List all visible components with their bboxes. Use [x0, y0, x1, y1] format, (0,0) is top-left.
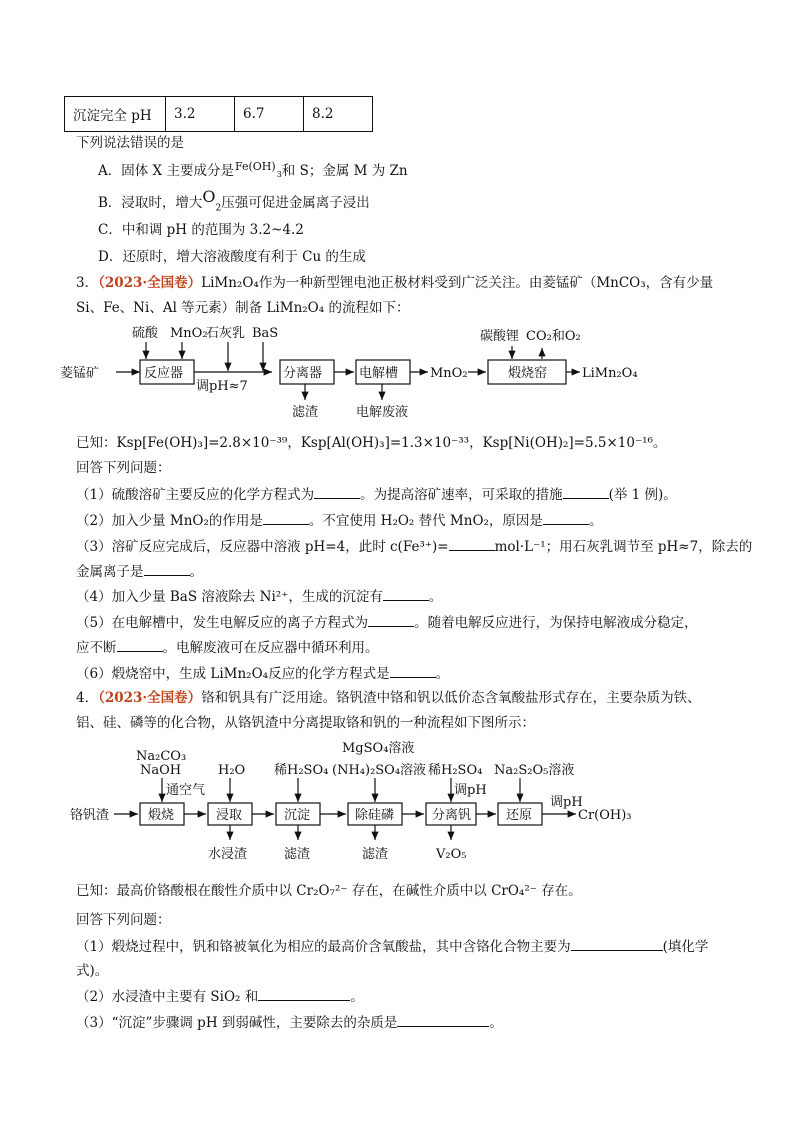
answer-blank[interactable]	[449, 537, 495, 551]
text: （3）“沉淀”步骤调 pH 到弱碱性，主要除去的杂质是	[76, 1015, 398, 1031]
formula: O	[202, 187, 216, 206]
answer-blank[interactable]	[263, 511, 309, 525]
text: 。电解废液可在反应器中循环利用。	[162, 640, 379, 656]
option-letter: C．	[98, 222, 122, 238]
q3-question-3	[76, 537, 752, 556]
q3-input-lithium: 碳酸锂	[480, 329, 520, 344]
option-text: 中和调 pH 的范围为 3.2~4.2	[121, 222, 304, 238]
question-source: （2023·全国卷）	[98, 690, 202, 706]
q3-mid-mno2: MnO₂	[430, 366, 468, 381]
answer-blank[interactable]	[368, 613, 414, 627]
text: 。不宜使用 H₂O₂ 替代 MnO₂，原因是	[308, 513, 543, 529]
text: 。	[489, 1015, 503, 1031]
q4-start: 铬钒渣	[70, 808, 110, 823]
q4-question-1-cont: 式)。	[76, 963, 109, 979]
q3-question-5	[76, 613, 698, 632]
answer-blank[interactable]	[571, 937, 663, 951]
q3-gas: CO₂和O₂	[526, 329, 581, 344]
text: 。随着电解反应进行，为保持电解液成分稳定，	[414, 615, 698, 631]
formula-sub: 3	[276, 169, 282, 179]
q4-answer-lead: 回答下列问题：	[76, 912, 171, 928]
q4-out-residue-1: 滤渣	[284, 847, 311, 862]
q4-out-residue-2: 滤渣	[362, 847, 389, 862]
table-row-label: 沉淀完全 pH	[65, 97, 166, 132]
option-letter: B．	[98, 195, 122, 211]
text: （2）水浸渣中主要有 SiO₂ 和	[76, 989, 259, 1005]
q3-electrolyzer-label: 电解槽	[359, 366, 399, 381]
text: （4）加入少量 BaS 溶液除去 Ni²⁺，生成的沉淀有	[76, 589, 383, 605]
q4-leach-label: 浸取	[216, 808, 243, 823]
q4-ph-6: 调pH	[550, 795, 583, 810]
q4-input-na2co3: Na₂CO₃	[136, 749, 187, 764]
q3-out-waste: 电解废液	[356, 405, 409, 420]
q3-question-6	[76, 664, 449, 683]
table-cell: 8.2	[304, 97, 373, 132]
question-text: 铬和钒具有广泛用途。铬钒渣中铬和钒以低价态含氧酸盐形式存在，主要杂质为铁、	[201, 690, 701, 706]
answer-blank[interactable]	[390, 664, 436, 678]
q3-question-5-cont	[76, 638, 379, 657]
q3-input-acid: 硫酸	[132, 326, 159, 341]
q4-remove-sip-label: 除硅磷	[355, 808, 395, 823]
q4-question-3	[76, 1013, 503, 1032]
text: （5）在电解槽中，发生电解反应的离子方程式为	[76, 615, 369, 631]
text: (举 1 例)。	[608, 487, 677, 503]
table-cell: 3.2	[166, 97, 235, 132]
option-letter: A．	[98, 163, 122, 179]
q3-question-2	[76, 511, 602, 530]
text: （1）硫酸溶矿主要反应的化学方程式为	[76, 487, 315, 503]
question-source: （2023·全国卷）	[98, 275, 202, 291]
q3-input-lime: 石灰乳	[206, 326, 246, 341]
q3-known: 已知：Ksp[Fe(OH)₃]=2.8×10⁻³⁹，Ksp[Al(OH)₃]=1.3×10⁻³³，Ksp[Ni(OH)₂]=5.5×10⁻¹⁶。	[76, 435, 667, 451]
q4-reduce-label: 还原	[506, 808, 533, 823]
question-number: 4．	[76, 690, 99, 706]
text: (填化学	[662, 939, 709, 955]
q4-input-naoh: NaOH	[140, 763, 182, 778]
q2-option-d	[98, 248, 366, 266]
q3-end: LiMn₂O₄	[582, 366, 638, 381]
q3-out-residue: 滤渣	[292, 405, 319, 420]
q4-question-1	[76, 937, 708, 956]
answer-blank[interactable]	[543, 511, 589, 525]
question-number: 3．	[76, 275, 99, 291]
q3-intro-2: Si、Fe、Ni、Al 等元素）制备 LiMn₂O₄ 的流程如下：	[76, 300, 410, 316]
q4-flow-diagram	[70, 736, 710, 868]
q2-option-c	[98, 221, 304, 239]
q3-flow-diagram	[60, 318, 740, 426]
q4-calcine-label: 煅烧	[148, 808, 175, 823]
q4-ph-5: 调pH	[454, 783, 487, 798]
ph-table	[64, 96, 373, 132]
text: 。	[428, 589, 443, 605]
q3-answer-lead: 回答下列问题：	[76, 460, 171, 476]
q3-question-4	[76, 587, 442, 606]
question-text: LiMn₂O₄作为一种新型锂电池正极材料受到广泛关注。由菱锰矿（MnCO₃，含有少量	[201, 275, 714, 291]
formula-sub: 2	[215, 203, 222, 214]
q3-input-bas: BaS	[252, 326, 279, 341]
text: 。	[435, 666, 450, 682]
q4-input-h2so4-2: 稀H₂SO₄	[428, 763, 483, 778]
text: 。	[189, 564, 203, 580]
q4-input-water: H₂O	[218, 763, 246, 778]
answer-blank[interactable]	[144, 562, 190, 576]
q4-end: Cr(OH)₃	[578, 808, 632, 823]
table-row	[65, 97, 373, 132]
q3-kiln-label: 煅烧窑	[508, 366, 548, 381]
q4-input-mgso4: MgSO₄溶液	[342, 741, 415, 756]
q2-option-b	[98, 187, 370, 218]
q4-air: 通空气	[166, 783, 206, 798]
option-text: 压强可促进金属离子浸出	[221, 195, 370, 211]
q4-question-2	[76, 987, 364, 1006]
q4-intro	[76, 689, 701, 707]
answer-blank[interactable]	[383, 587, 429, 601]
table-cell: 6.7	[235, 97, 304, 132]
q4-input-na2s2o5: Na₂S₂O₅溶液	[494, 763, 575, 778]
q4-out-water-residue: 水浸渣	[208, 847, 248, 862]
q3-question-3-cont	[76, 562, 203, 581]
text: （6）煅烧窑中，生成 LiMn₂O₄反应的化学方程式是	[76, 666, 390, 682]
answer-blank[interactable]	[258, 987, 350, 1001]
option-text: 还原时，增大溶液酸度有利于 Cu 的生成	[122, 249, 366, 265]
text: （1）煅烧过程中，钒和铬被氧化为相应的最高价含氧酸盐，其中含铬化合物主要为	[76, 939, 571, 955]
q4-input-nh4so4: (NH₄)₂SO₄溶液	[332, 763, 427, 778]
option-text: 固体 X 主要成分是	[121, 163, 234, 179]
q2-stem: 下列说法错误的是	[76, 135, 184, 151]
q3-ph: 调pH≈7	[196, 379, 248, 394]
text: （2）加入少量 MnO₂的作用是	[76, 513, 263, 529]
q3-input-mno2: MnO₂	[170, 326, 208, 341]
text: （3）溶矿反应完成后，反应器中溶液 pH=4，此时 c(Fe³⁺)=	[76, 539, 449, 555]
q4-precipitate-label: 沉淀	[284, 808, 311, 823]
q4-input-h2so4: 稀H₂SO₄	[274, 763, 329, 778]
q3-intro	[76, 274, 713, 292]
q3-reactor-label: 反应器	[144, 366, 184, 381]
text: 。为提高溶矿速率，可采取的措施	[360, 487, 563, 503]
q3-separator-label: 分离器	[283, 366, 323, 381]
q3-start: 菱锰矿	[60, 366, 100, 381]
answer-blank[interactable]	[397, 1013, 489, 1027]
text: 应不断	[76, 640, 117, 656]
q4-intro-2: 铝、硅、磷等的化合物，从铬钒渣中分离提取铬和钒的一种流程如下图所示：	[76, 715, 535, 731]
text: mol·L⁻¹；用石灰乳调节至 pH≈7，除去的	[494, 539, 753, 555]
text: 。	[350, 989, 364, 1005]
text: 。	[588, 513, 603, 529]
option-text: 和 S；金属 M 为 Zn	[281, 163, 408, 179]
q4-separate-v-label: 分离钒	[432, 808, 472, 823]
answer-blank[interactable]	[563, 485, 609, 499]
option-text: 浸取时，增大	[121, 195, 203, 211]
q3-question-1	[76, 485, 677, 504]
text: 金属离子是	[76, 564, 144, 580]
q2-option-a	[98, 162, 408, 186]
option-letter: D．	[98, 249, 123, 265]
answer-blank[interactable]	[314, 485, 360, 499]
q4-known: 已知：最高价铬酸根在酸性介质中以 Cr₂O₇²⁻ 存在，在碱性介质中以 CrO₄²⁻ 存在。	[76, 883, 582, 899]
answer-blank[interactable]	[117, 638, 163, 652]
formula: Fe(OH)	[234, 160, 276, 173]
q4-out-v2o5: V₂O₅	[436, 847, 467, 862]
